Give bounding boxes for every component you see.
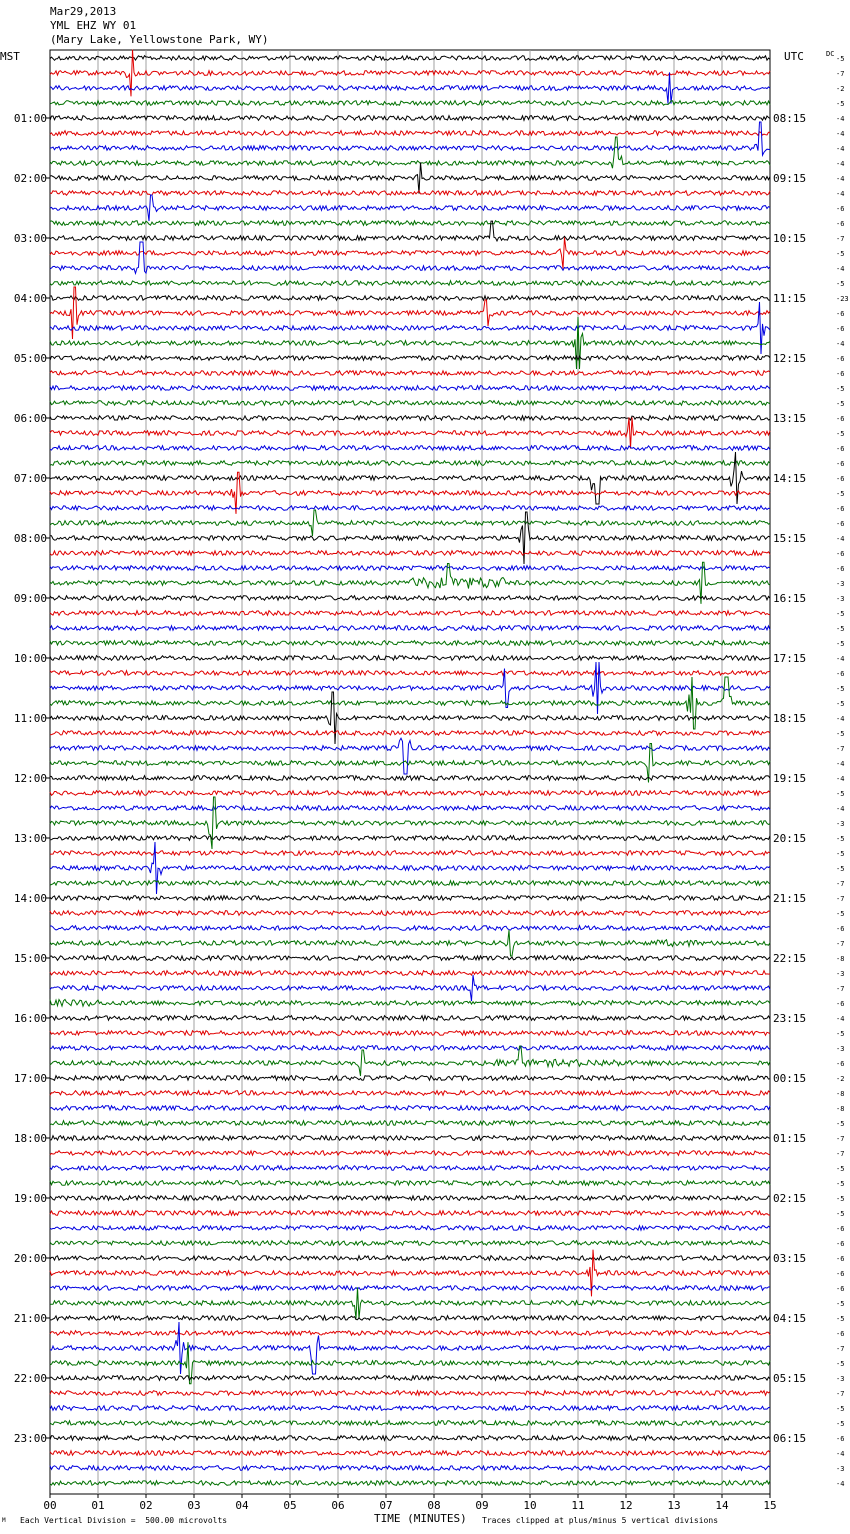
right-hour-label: 16:15 — [773, 592, 807, 605]
dc-offset-label: -4 — [836, 190, 845, 198]
dc-offset-label: -5 — [836, 1210, 845, 1218]
dc-offset-label: -4 — [836, 160, 845, 168]
dc-offset-label: -5 — [836, 1420, 845, 1428]
dc-offset-label: -7 — [836, 235, 845, 243]
dc-offset-label: -4 — [836, 265, 845, 273]
trace-line — [50, 281, 770, 286]
left-hour-label: 07:00 — [13, 472, 47, 485]
dc-offset-label: -6 — [836, 475, 845, 483]
dc-offset-label: -6 — [836, 445, 845, 453]
dc-offset-label: -4 — [836, 130, 845, 138]
trace-line — [50, 926, 770, 931]
right-hour-label: 12:15 — [773, 352, 807, 365]
trace-line — [50, 1316, 770, 1321]
trace-line — [50, 137, 770, 168]
dc-offset-label: -5 — [836, 700, 845, 708]
left-hour-axis — [14, 112, 50, 1445]
dc-offset-label: -5 — [836, 1180, 845, 1188]
dc-offset-label: -3 — [836, 820, 845, 828]
dc-offset-label: -5 — [836, 610, 845, 618]
trace-line — [50, 1286, 770, 1291]
trace-line — [50, 371, 770, 376]
trace-line — [50, 116, 770, 121]
trace-line — [50, 122, 770, 155]
trace-line — [50, 296, 770, 301]
dc-offset-label: -6 — [836, 220, 845, 228]
dc-offset-label: -4 — [836, 775, 845, 783]
trace-line — [50, 626, 770, 631]
left-hour-label: 22:00 — [13, 1372, 47, 1385]
trace-line — [50, 1287, 770, 1318]
trace-line — [50, 237, 770, 268]
trace-line — [50, 195, 770, 221]
trace-line — [50, 975, 770, 1001]
trace-line — [50, 1016, 770, 1021]
trace-line — [50, 1151, 770, 1156]
trace-line — [50, 1391, 770, 1396]
trace-line — [50, 1421, 770, 1426]
trace-line — [50, 1091, 770, 1096]
trace-line — [50, 1376, 770, 1381]
trace-line — [50, 1322, 770, 1374]
dc-offset-label: -5 — [836, 1120, 845, 1128]
dc-offset-label: -6 — [836, 925, 845, 933]
left-hour-label: 13:00 — [13, 832, 47, 845]
trace-line — [50, 806, 770, 811]
dc-offset-label: -7 — [836, 1390, 845, 1398]
dc-offset-label: -4 — [836, 145, 845, 153]
x-tick-label: 15 — [763, 1499, 777, 1512]
x-tick-label: 01 — [91, 1499, 105, 1512]
trace-line — [50, 776, 770, 781]
scale-note: Each Vertical Division = 500.00 microvolts — [20, 1516, 228, 1525]
dc-offset-label: -2 — [836, 85, 845, 93]
dc-offset-label: -4 — [836, 175, 845, 183]
trace-line — [50, 356, 770, 361]
right-hour-label: 13:15 — [773, 412, 807, 425]
left-hour-label: 17:00 — [13, 1072, 47, 1085]
trace-line — [50, 101, 770, 106]
dc-offset-label: -3 — [836, 1375, 845, 1383]
trace-line — [50, 1106, 770, 1111]
trace-line — [50, 911, 770, 916]
dc-offset-label: -4 — [836, 535, 845, 543]
trace-line — [50, 221, 770, 226]
right-hour-label: 18:15 — [773, 712, 807, 725]
dc-offset-label: -6 — [836, 1000, 845, 1008]
trace-line — [50, 401, 770, 406]
dc-offset-label: -6 — [836, 670, 845, 678]
right-hour-label: 03:15 — [773, 1252, 807, 1265]
dc-offset-label: -7 — [836, 940, 845, 948]
right-hour-label: 02:15 — [773, 1192, 807, 1205]
dc-offset-label: -7 — [836, 70, 845, 78]
dc-offset-label: -7 — [836, 1150, 845, 1158]
x-axis — [43, 1494, 776, 1512]
dc-offset-label: -7 — [836, 895, 845, 903]
trace-line — [50, 1166, 770, 1171]
dc-offset-label: -3 — [836, 970, 845, 978]
left-hour-label: 03:00 — [13, 232, 47, 245]
left-hour-label: 11:00 — [13, 712, 47, 725]
right-hour-label: 20:15 — [773, 832, 807, 845]
x-tick-label: 04 — [235, 1499, 249, 1512]
left-hour-label: 05:00 — [13, 352, 47, 365]
dc-offset-label: -5 — [836, 730, 845, 738]
dc-offset-label: -3 — [836, 1465, 845, 1473]
trace-line — [50, 162, 770, 193]
dc-offset-label: -5 — [836, 1360, 845, 1368]
left-hour-label: 09:00 — [13, 592, 47, 605]
dc-offset-label: -4 — [836, 760, 845, 768]
trace-line — [50, 1406, 770, 1411]
dc-offset-label: -23 — [836, 295, 849, 303]
dc-offset-label: -5 — [836, 685, 845, 693]
trace-line — [50, 836, 770, 841]
right-hour-label: 10:15 — [773, 232, 807, 245]
trace-line — [50, 512, 770, 564]
trace-line — [50, 1031, 770, 1036]
dc-offset-label: -7 — [836, 880, 845, 888]
x-tick-label: 03 — [187, 1499, 201, 1512]
dc-offset-label: -6 — [836, 1285, 845, 1293]
trace-line — [50, 1076, 770, 1081]
trace-line — [50, 1241, 770, 1246]
trace-line — [50, 656, 770, 661]
dc-offset-label: -6 — [836, 325, 845, 333]
dc-offset-label: -5 — [836, 280, 845, 288]
trace-line — [50, 510, 770, 536]
dc-offset-label: -5 — [836, 430, 845, 438]
dc-offset-label: -7 — [836, 1345, 845, 1353]
dc-offset-label: -5 — [836, 100, 845, 108]
trace-line — [50, 1451, 770, 1456]
dc-offset-label: -6 — [836, 505, 845, 513]
x-tick-label: 07 — [379, 1499, 393, 1512]
dc-offset-label: -4 — [836, 340, 845, 348]
right-hour-label: 04:15 — [773, 1312, 807, 1325]
dc-offset-label: -6 — [836, 520, 845, 528]
dc-offset-label: -4 — [836, 1480, 845, 1488]
dc-offset-label: -3 — [836, 1045, 845, 1053]
dc-offset-label: -6 — [836, 1240, 845, 1248]
trace-line — [50, 191, 770, 196]
left-hour-label: 18:00 — [13, 1132, 47, 1145]
dc-offset-label: -4 — [836, 1450, 845, 1458]
trace-line — [50, 1256, 770, 1261]
trace-line — [50, 446, 770, 451]
dc-offset-label: -6 — [836, 550, 845, 558]
trace-line — [50, 731, 770, 736]
dc-offset-label: -4 — [836, 715, 845, 723]
dc-offset-label: -5 — [836, 790, 845, 798]
trace-line — [50, 662, 770, 714]
x-tick-label: 00 — [43, 1499, 57, 1512]
dc-header: DC — [826, 50, 835, 58]
x-axis-title: TIME (MINUTES) — [374, 1512, 467, 1525]
clip-note: Traces clipped at plus/minus 5 vertical divisions — [482, 1516, 719, 1525]
right-hour-label: 17:15 — [773, 652, 807, 665]
right-hour-label: 01:15 — [773, 1132, 807, 1145]
trace-line — [50, 851, 770, 856]
dc-offset-label: -4 — [836, 655, 845, 663]
dc-offset-label: -4 — [836, 1015, 845, 1023]
right-hour-label: 21:15 — [773, 892, 807, 905]
bottom-left-mark: M — [2, 1517, 6, 1524]
dc-offset-label: -8 — [836, 1105, 845, 1113]
left-hour-label: 15:00 — [13, 952, 47, 965]
trace-line — [50, 611, 770, 616]
trace-line — [50, 797, 770, 849]
chart-date: Mar29,2013 — [50, 5, 117, 18]
dc-offset-label: -8 — [836, 955, 845, 963]
dc-offset-label: -6 — [836, 310, 845, 318]
left-hour-label: 14:00 — [13, 892, 47, 905]
dc-offset-label: -5 — [836, 625, 845, 633]
dc-offset-axis — [826, 50, 849, 1488]
dc-offset-label: -5 — [836, 490, 845, 498]
x-tick-label: 10 — [523, 1499, 537, 1512]
dc-offset-label: -6 — [836, 1060, 845, 1068]
dc-offset-label: -5 — [836, 865, 845, 873]
dc-offset-label: -3 — [836, 580, 845, 588]
right-hour-label: 08:15 — [773, 112, 807, 125]
trace-line — [50, 461, 770, 466]
x-tick-label: 13 — [667, 1499, 681, 1512]
dc-offset-label: -5 — [836, 1405, 845, 1413]
right-hour-label: 05:15 — [773, 1372, 807, 1385]
trace-line — [50, 131, 770, 136]
trace-line — [50, 692, 770, 744]
station-location: (Mary Lake, Yellowstone Park, WY) — [50, 33, 269, 46]
trace-line — [50, 1226, 770, 1231]
left-timezone-label: MST — [0, 50, 20, 63]
dc-offset-label: -7 — [836, 985, 845, 993]
x-tick-label: 09 — [475, 1499, 489, 1512]
dc-offset-label: -5 — [836, 400, 845, 408]
trace-line — [50, 1331, 770, 1336]
trace-line — [50, 56, 770, 61]
left-hour-label: 06:00 — [13, 412, 47, 425]
right-hour-label: 22:15 — [773, 952, 807, 965]
trace-line — [50, 386, 770, 391]
x-tick-label: 08 — [427, 1499, 441, 1512]
trace-line — [50, 596, 770, 601]
trace-line — [50, 287, 770, 339]
trace-line — [50, 1046, 770, 1076]
dc-offset-label: -5 — [836, 385, 845, 393]
trace-line — [50, 641, 770, 646]
trace-line — [50, 971, 770, 976]
trace-line — [50, 881, 770, 886]
dc-offset-label: -3 — [836, 595, 845, 603]
left-hour-label: 04:00 — [13, 292, 47, 305]
trace-line — [50, 738, 770, 774]
dc-offset-label: -6 — [836, 370, 845, 378]
trace-line — [50, 930, 770, 956]
trace-line — [50, 677, 770, 729]
dc-offset-label: -5 — [836, 640, 845, 648]
left-hour-label: 02:00 — [13, 172, 47, 185]
dc-offset-label: -5 — [836, 250, 845, 258]
dc-offset-label: -2 — [836, 1075, 845, 1083]
dc-offset-label: -6 — [836, 205, 845, 213]
right-hour-label: 23:15 — [773, 1012, 807, 1025]
trace-line — [50, 1136, 770, 1141]
dc-offset-label: -6 — [836, 1270, 845, 1278]
dc-offset-label: -5 — [836, 1195, 845, 1203]
dc-offset-label: -5 — [836, 1315, 845, 1323]
right-hour-axis — [773, 112, 806, 1445]
dc-offset-label: -5 — [836, 1030, 845, 1038]
trace-line — [50, 1211, 770, 1216]
trace-line — [50, 1046, 770, 1051]
dc-offset-label: -8 — [836, 1090, 845, 1098]
trace-line — [50, 1121, 770, 1126]
right-hour-label: 14:15 — [773, 472, 807, 485]
dc-offset-label: -4 — [836, 805, 845, 813]
right-timezone-label: UTC — [784, 50, 804, 63]
trace-line — [50, 72, 770, 103]
dc-offset-label: -7 — [836, 1135, 845, 1143]
trace-line — [50, 1196, 770, 1201]
dc-offset-label: -6 — [836, 1435, 845, 1443]
trace-line — [50, 1181, 770, 1186]
trace-line — [50, 551, 770, 556]
trace-line — [50, 242, 770, 273]
trace-line — [50, 791, 770, 796]
dc-offset-label: -6 — [836, 565, 845, 573]
left-hour-label: 20:00 — [13, 1252, 47, 1265]
trace-line — [50, 566, 770, 571]
x-tick-label: 14 — [715, 1499, 729, 1512]
dc-offset-label: -5 — [836, 1165, 845, 1173]
left-hour-label: 01:00 — [13, 112, 47, 125]
trace-line — [50, 1466, 770, 1471]
dc-offset-label: -5 — [836, 850, 845, 858]
right-hour-label: 11:15 — [773, 292, 807, 305]
dc-offset-label: -7 — [836, 745, 845, 753]
trace-line — [50, 416, 770, 421]
trace-line — [50, 452, 770, 504]
dc-offset-label: -5 — [836, 835, 845, 843]
trace-line — [50, 317, 770, 369]
x-tick-label: 11 — [571, 1499, 585, 1512]
trace-line — [50, 956, 770, 961]
dc-offset-label: -4 — [836, 115, 845, 123]
trace-line — [50, 999, 770, 1006]
dc-offset-label: -6 — [836, 1330, 845, 1338]
trace-group — [50, 50, 770, 1486]
left-hour-label: 19:00 — [13, 1192, 47, 1205]
dc-offset-label: -5 — [836, 55, 845, 63]
left-hour-label: 21:00 — [13, 1312, 47, 1325]
right-hour-label: 06:15 — [773, 1432, 807, 1445]
trace-line — [50, 417, 770, 448]
left-hour-label: 16:00 — [13, 1012, 47, 1025]
right-hour-label: 00:15 — [773, 1072, 807, 1085]
trace-line — [50, 896, 770, 901]
dc-offset-label: -6 — [836, 355, 845, 363]
x-tick-label: 02 — [139, 1499, 153, 1512]
station-code: YML EHZ WY 01 — [50, 19, 137, 32]
left-hour-label: 10:00 — [13, 652, 47, 665]
trace-line — [50, 1481, 770, 1486]
x-tick-label: 06 — [331, 1499, 345, 1512]
right-hour-label: 19:15 — [773, 772, 807, 785]
x-tick-label: 05 — [283, 1499, 297, 1512]
left-hour-label: 12:00 — [13, 772, 47, 785]
left-hour-label: 08:00 — [13, 532, 47, 545]
dc-offset-label: -6 — [836, 1225, 845, 1233]
right-hour-label: 15:15 — [773, 532, 807, 545]
right-hour-label: 09:15 — [773, 172, 807, 185]
dc-offset-label: -6 — [836, 1255, 845, 1263]
trace-line — [50, 1436, 770, 1441]
trace-line — [50, 671, 770, 676]
dc-offset-label: -5 — [836, 910, 845, 918]
dc-offset-label: -6 — [836, 415, 845, 423]
dc-offset-label: -6 — [836, 460, 845, 468]
x-tick-label: 12 — [619, 1499, 633, 1512]
trace-line — [50, 506, 770, 511]
dc-offset-label: -5 — [836, 1300, 845, 1308]
left-hour-label: 23:00 — [13, 1432, 47, 1445]
